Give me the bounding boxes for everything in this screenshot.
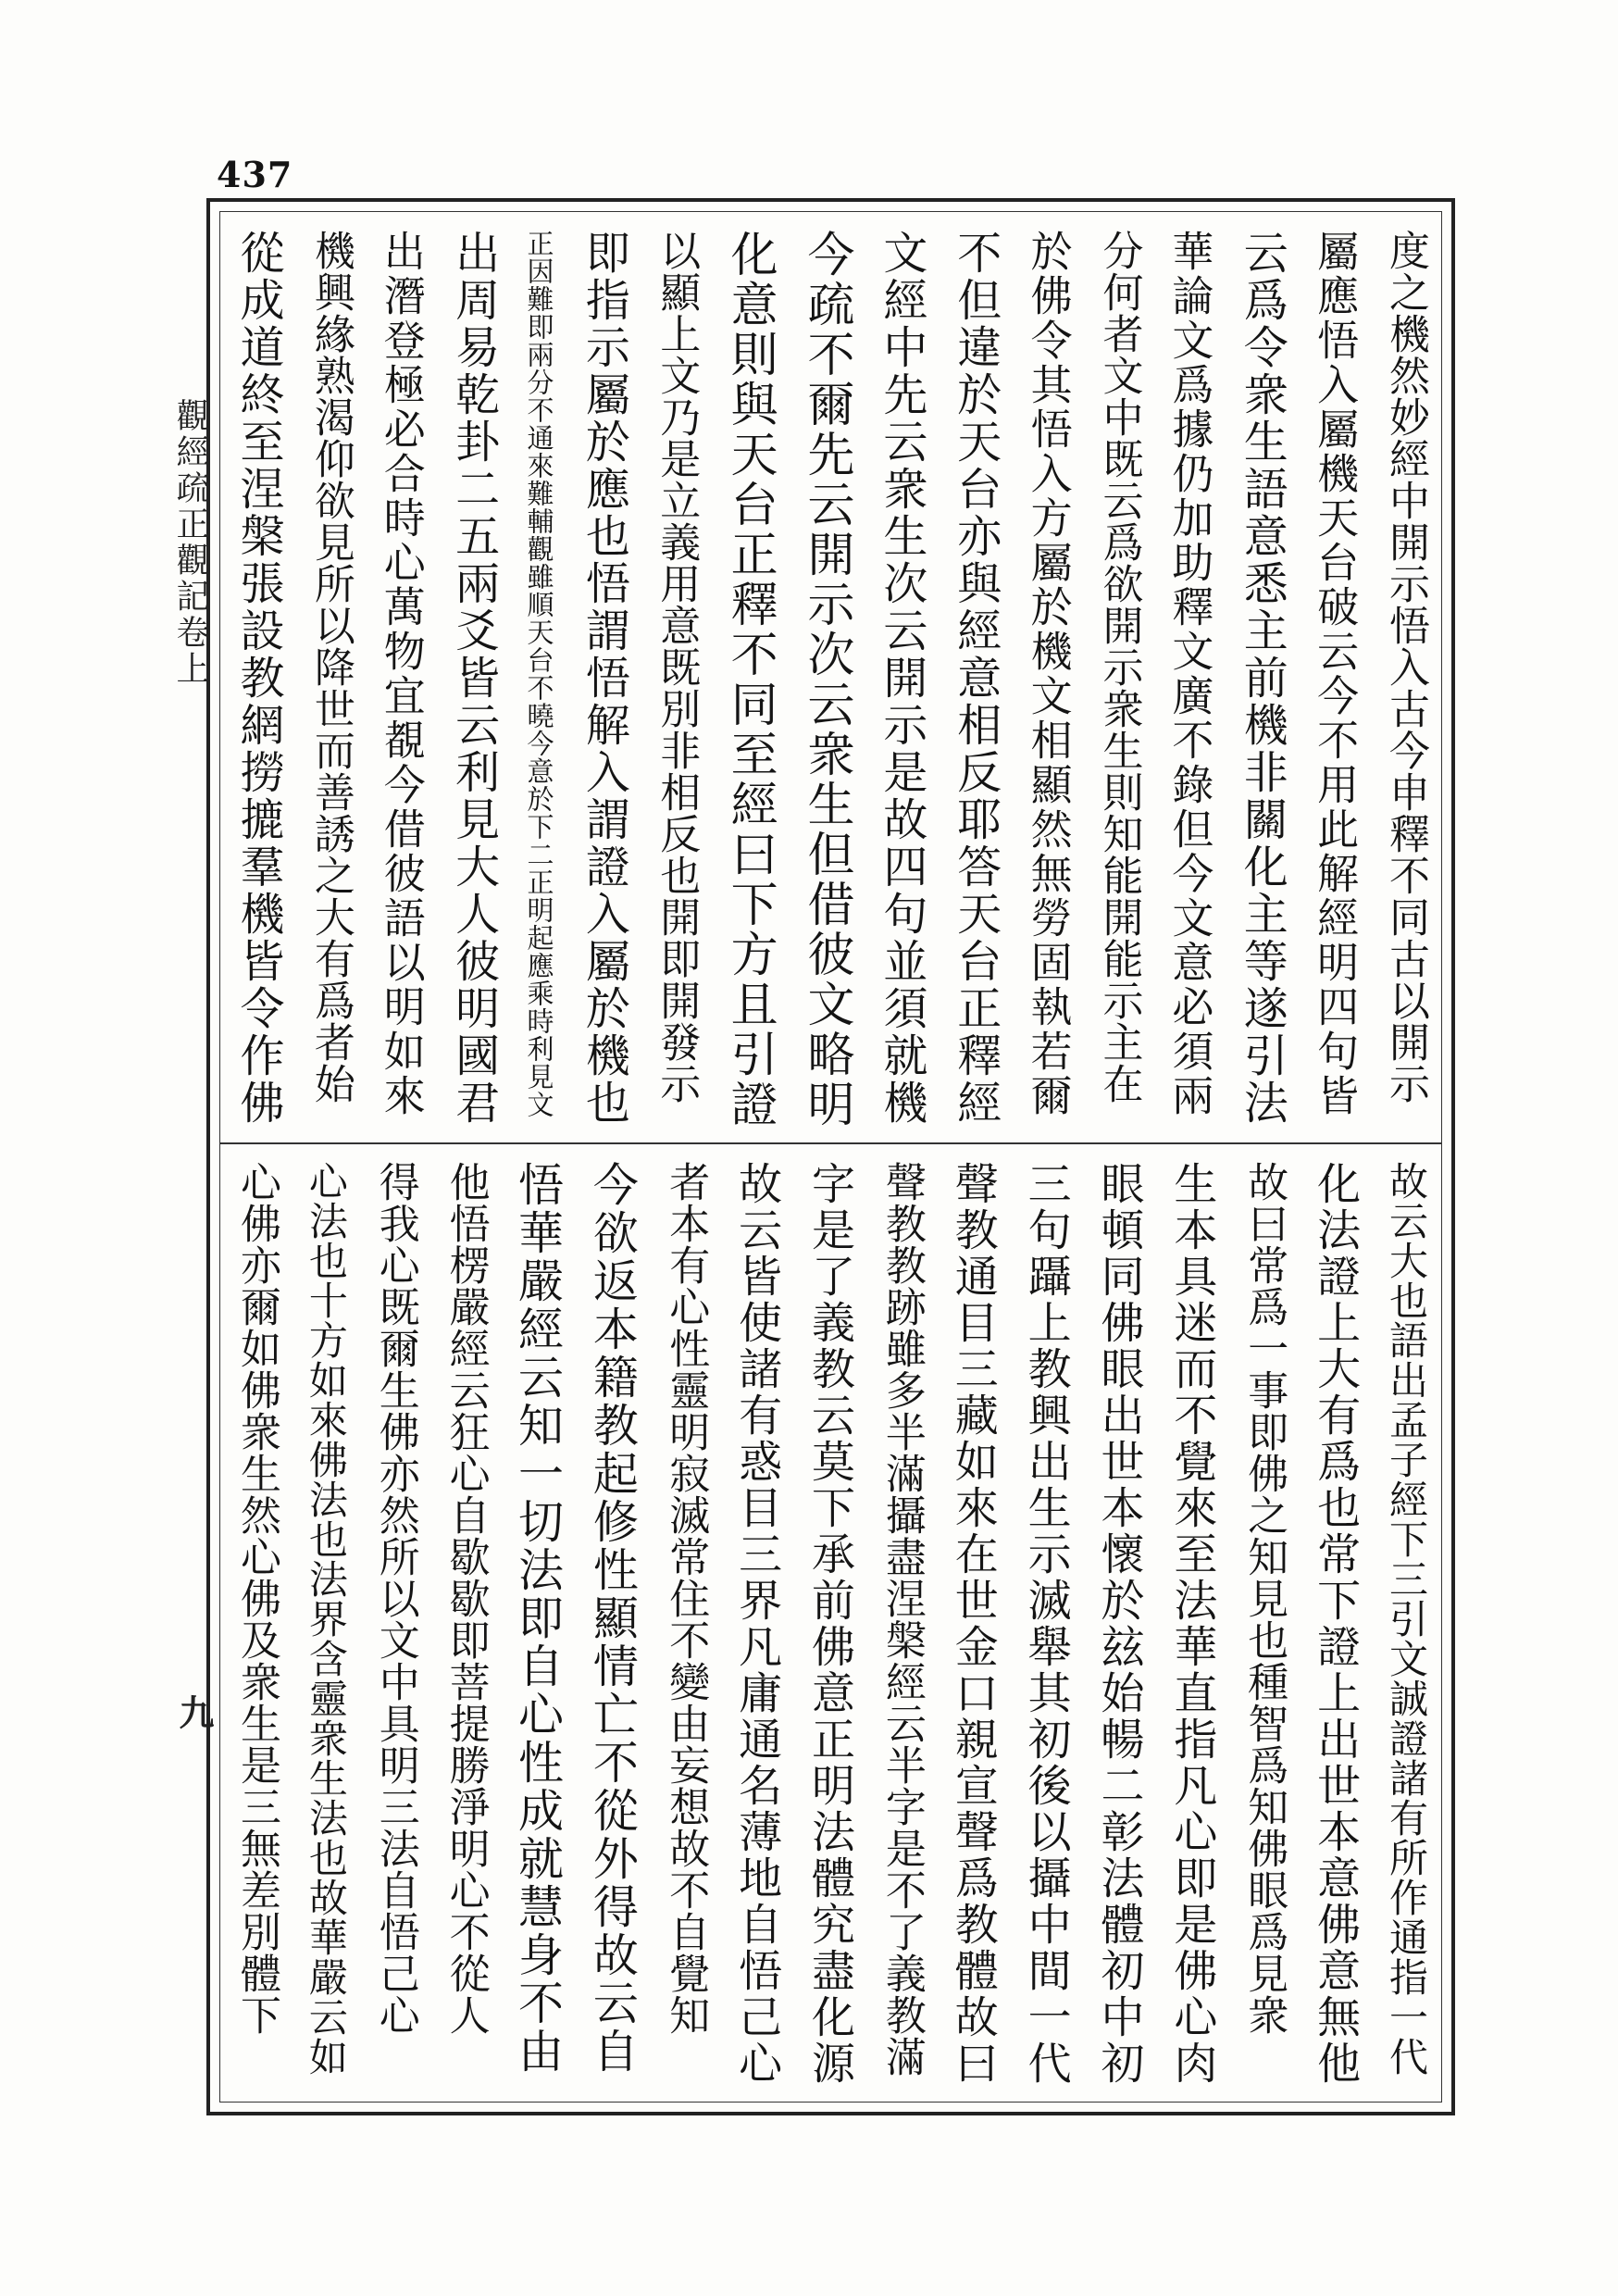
text-column: 屬應悟入屬機天台破云今不用此解經明四句皆 <box>1310 230 1360 1118</box>
text-column: 出周易乾卦二五兩爻皆云利見大人彼明國君 <box>447 230 500 1127</box>
text-column: 度之機然妙經中開示悟入古今申釋不同古以開示 <box>1382 230 1429 1104</box>
text-column: 三句躡上教興出生示滅舉其初後以攝中間一代 <box>1020 1161 1072 2087</box>
text-column: 故云皆使諸有惑目三界凡庸通名薄地自悟己心 <box>731 1161 783 2087</box>
text-column: 出潛登極必合時心萬物宜覩今借彼語以明如來 <box>376 230 426 1118</box>
text-column: 即指示屬於應也悟謂悟解入謂證入屬於機也 <box>578 230 630 1127</box>
text-column: 得我心既爾生佛亦然所以文中具明三法自悟己心 <box>371 1161 419 2036</box>
text-column: 心佛亦爾如佛衆生然心佛及衆生是三無差別體下 <box>233 1161 280 2036</box>
page-number: 437 <box>217 154 293 195</box>
section-divider <box>219 1142 1442 1144</box>
text-column: 不但違於天台亦與經意相反耶答天台正釋經 <box>949 230 1002 1127</box>
text-column: 字是了義教云莫下承前佛意正明法體究盡化源 <box>804 1161 855 2087</box>
lower-text-block <box>233 1161 1429 2090</box>
text-column: 心法也十方如來佛法也法界含靈衆生法也故華嚴云如 <box>303 1161 349 2077</box>
text-column: 文經中先云衆生次云開示是故四句並須就機 <box>875 230 927 1127</box>
text-column: 華論文爲據仍加助釋文廣不錄但今文意必須兩 <box>1164 230 1214 1118</box>
text-column: 故曰常爲一事即佛之知見也種智爲知佛眼爲見衆 <box>1240 1161 1288 2036</box>
text-frame <box>206 198 1455 2115</box>
text-column: 正因難即兩分不通來難輔觀雖順天台不曉今意於下二正明起應乘時利見文 <box>523 230 555 1118</box>
text-column: 聲教教跡雖多半滿攝盡涅槃經云半字是不了義教滿 <box>877 1161 926 2078</box>
text-column: 以顯上文乃是立義用意既別非相反也開即開發示 <box>653 230 701 1104</box>
text-column: 於佛令其悟入方屬於機文相顯然無勞固執若爾 <box>1023 230 1073 1118</box>
text-column: 悟華嚴經云知一切法即自心性成就慧身不由 <box>511 1161 565 2076</box>
text-column: 今欲返本籍教起修性顯情亡不從外得故云自 <box>586 1161 640 2076</box>
text-column: 化意則與天台正釋不同至經曰下方且引證 <box>722 230 778 1129</box>
folio-number: 九 <box>173 1694 215 1729</box>
text-column: 者本有心性靈明寂滅常住不變由妄想故不自覺知 <box>662 1161 710 2036</box>
text-column: 故云大也語出孟子經下三引文誠證諸有所作通指一代 <box>1384 1161 1429 2077</box>
text-column: 化法證上大有爲也常下證上出世本意佛意無他 <box>1310 1161 1362 2087</box>
text-column: 從成道終至涅槃張設教網撈摝羣機皆令作佛 <box>232 230 284 1127</box>
running-title: 觀經疏正觀記卷上 <box>171 398 209 687</box>
text-column: 今疏不爾先云開示次云衆生但借彼文略明 <box>799 230 853 1129</box>
text-column: 聲教通目三藏如來在世金口親宣聲爲教體故曰 <box>947 1161 999 2087</box>
text-column: 生本具迷而不覺來至法華直指凡心即是佛心肉 <box>1166 1161 1218 2087</box>
text-column: 眼頓同佛眼出世本懷於玆始暢二彰法體初中初 <box>1093 1161 1145 2087</box>
upper-text-block <box>232 230 1429 1129</box>
text-column: 分何者文中既云爲欲開示衆生則知能開能示主在 <box>1095 230 1143 1104</box>
text-column: 他悟楞嚴經云狂心自歇歇即菩提勝淨明心不從人 <box>442 1161 490 2036</box>
text-column: 機興緣熟渴仰欲見所以降世而善誘之大有爲者始 <box>306 230 355 1104</box>
text-column: 云爲令衆生語意悉主前機非關化主等遂引法 <box>1236 230 1288 1127</box>
